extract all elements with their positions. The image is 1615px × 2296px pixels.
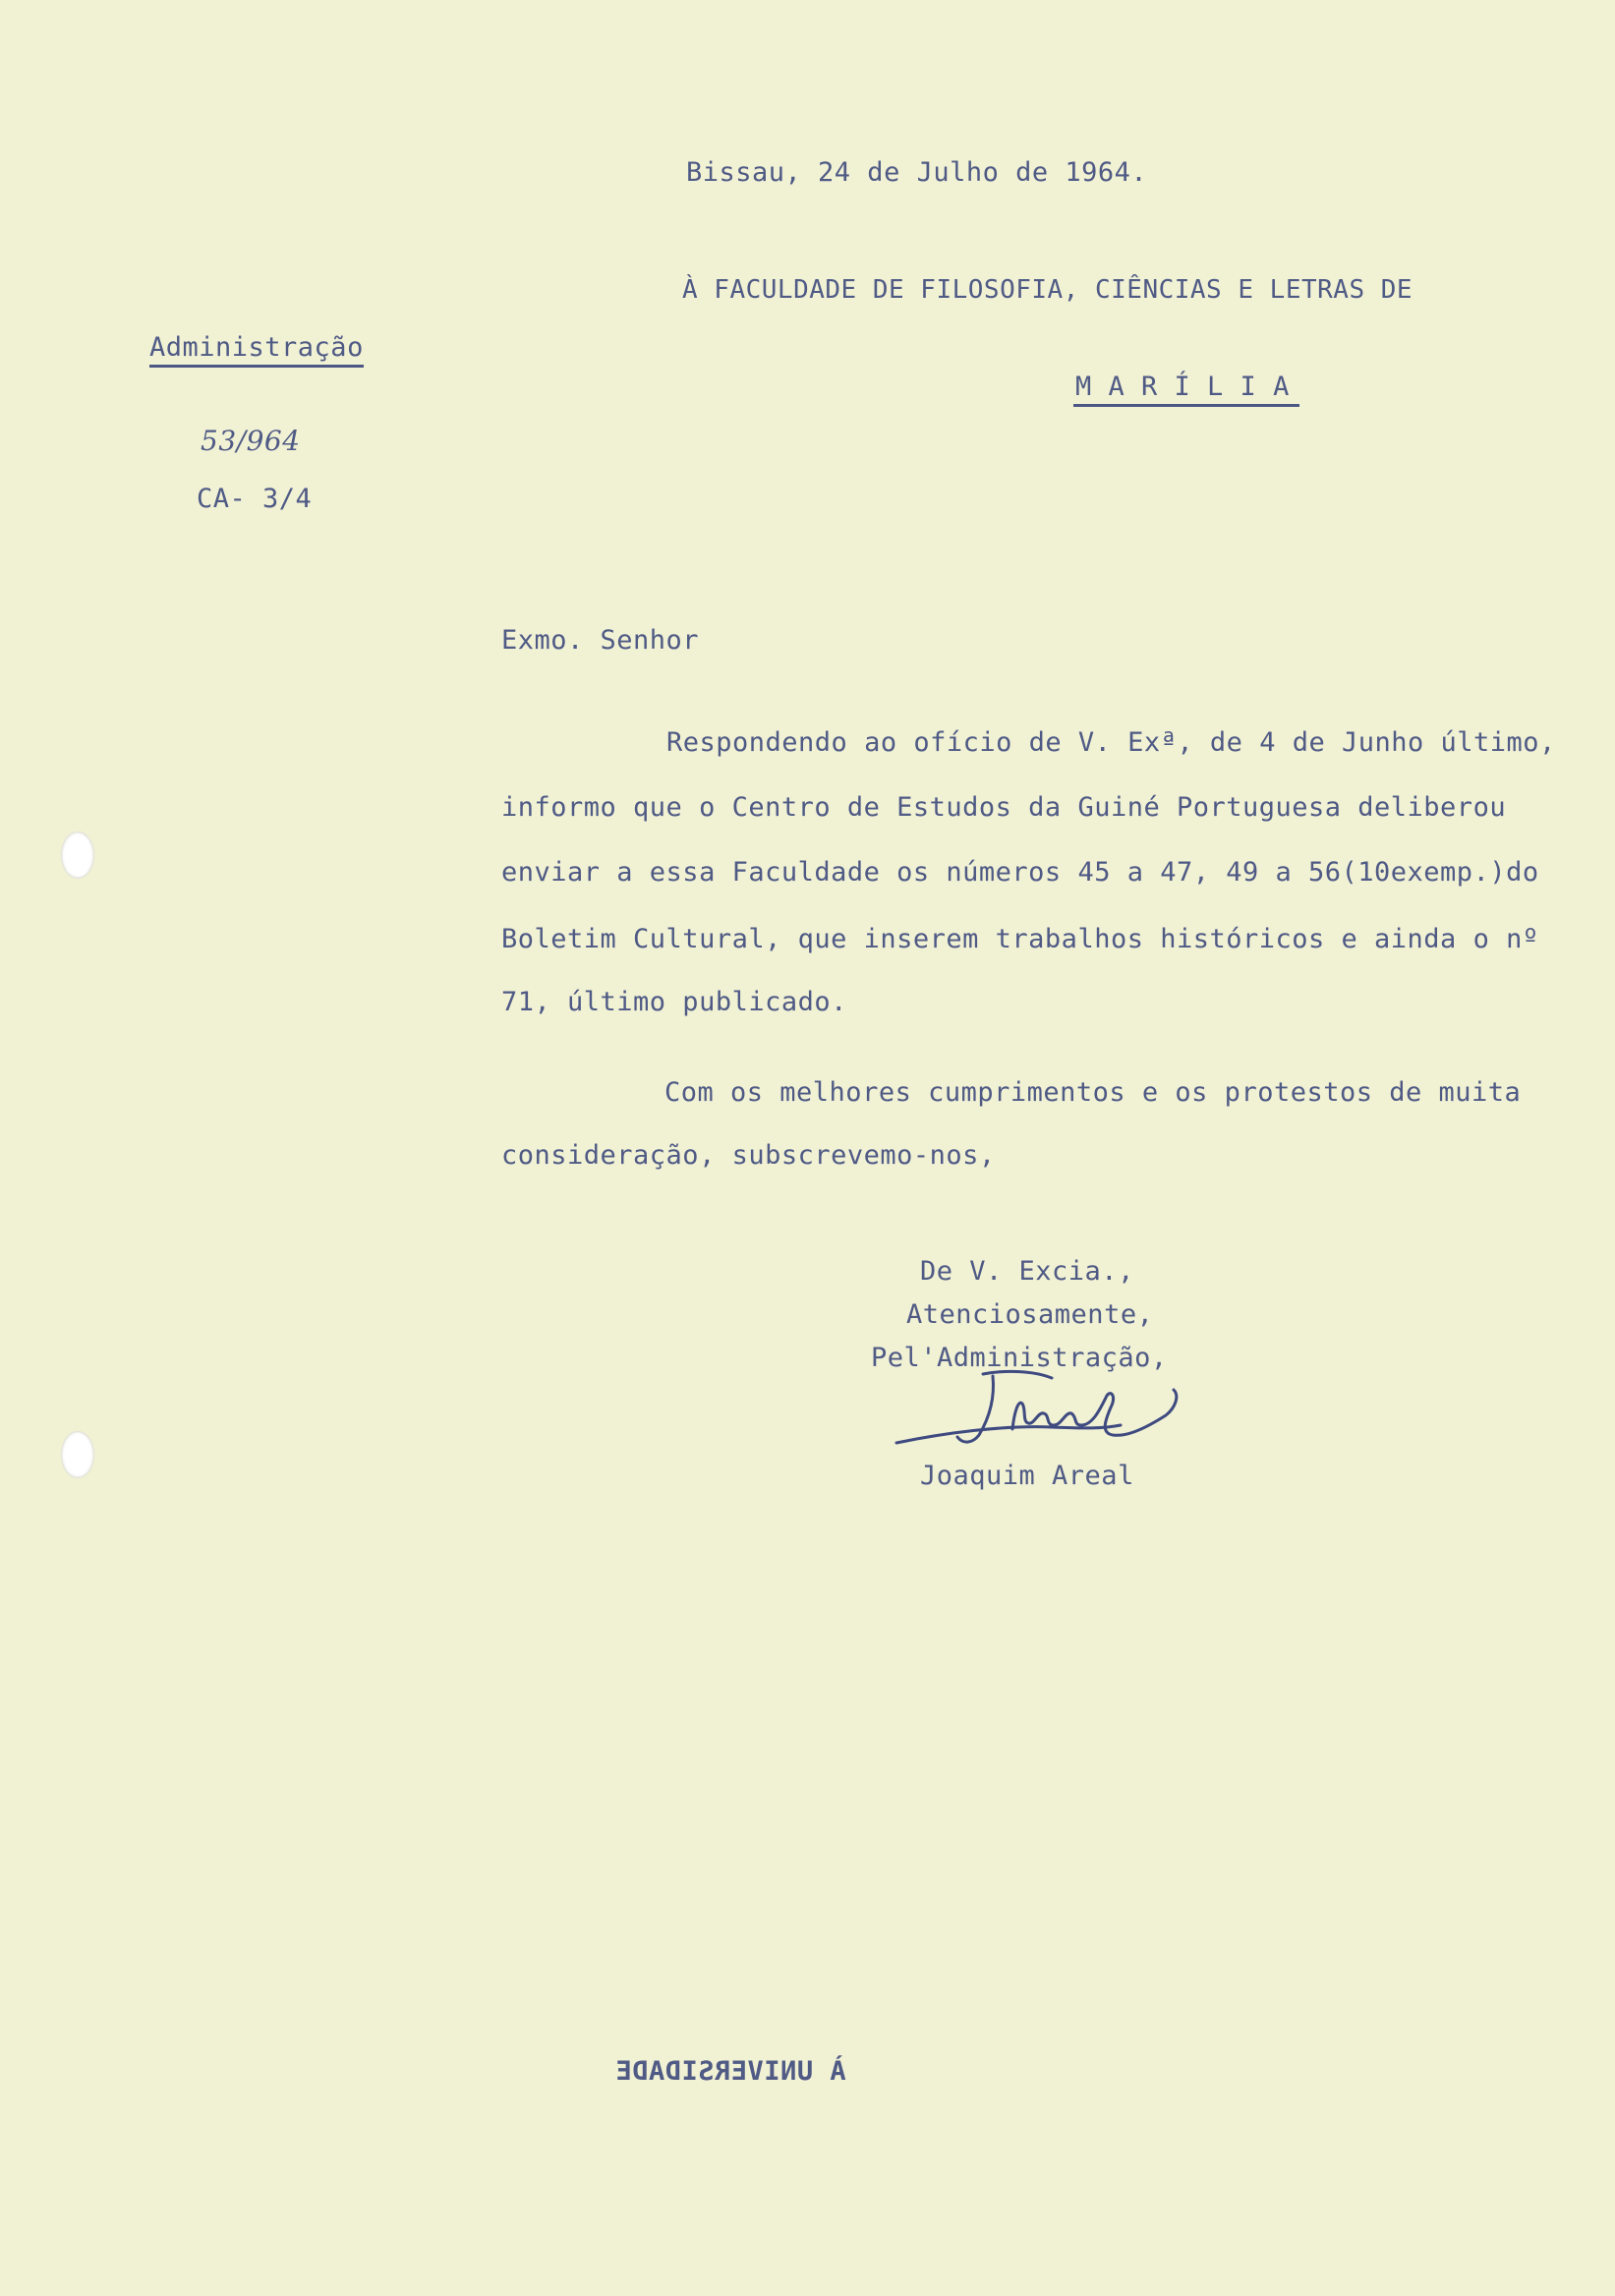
handwritten-signature xyxy=(885,1356,1199,1464)
department-label: Administração xyxy=(149,332,364,368)
addressee-line: À FACULDADE DE FILOSOFIA, CIÊNCIAS E LETRAS DE xyxy=(682,275,1413,305)
body-line: 71, último publicado. xyxy=(501,987,847,1017)
binder-hole-bottom xyxy=(61,1431,94,1478)
signoff-line: De V. Excia., xyxy=(920,1256,1134,1287)
mirrored-stamp xyxy=(615,2056,846,2087)
binder-hole-top xyxy=(61,832,94,879)
signatory-name: Joaquim Areal xyxy=(920,1461,1134,1491)
signoff-line: Atenciosamente, xyxy=(906,1299,1154,1330)
body-line: Respondendo ao ofício de V. Exª, de 4 de Junho último, xyxy=(666,727,1556,758)
addressee-city: M A R Í L I A xyxy=(1073,372,1299,407)
reference-code: CA- 3/4 xyxy=(197,484,313,514)
salutation: Exmo. Senhor xyxy=(501,625,700,656)
body-line: Boletim Cultural, que inserem trabalhos históricos e ainda o nº xyxy=(501,924,1539,954)
signoff-line: Pel'Administração, xyxy=(871,1343,1168,1373)
body-line: enviar a essa Faculdade os números 45 a 47, 49 a 56(10exemp.)do xyxy=(501,857,1539,888)
mirrored-stamp-text: À UNIVERSIDADE xyxy=(615,2056,846,2087)
closing-line: Com os melhores cumprimentos e os protestos de muita xyxy=(664,1077,1522,1108)
reference-number: 53/964 xyxy=(201,425,301,457)
closing-line: consideração, subscrevemo-nos, xyxy=(501,1140,996,1171)
body-line: informo que o Centro de Estudos da Guiné Portuguesa deliberou xyxy=(501,792,1507,823)
date-line: Bissau, 24 de Julho de 1964. xyxy=(686,157,1148,188)
